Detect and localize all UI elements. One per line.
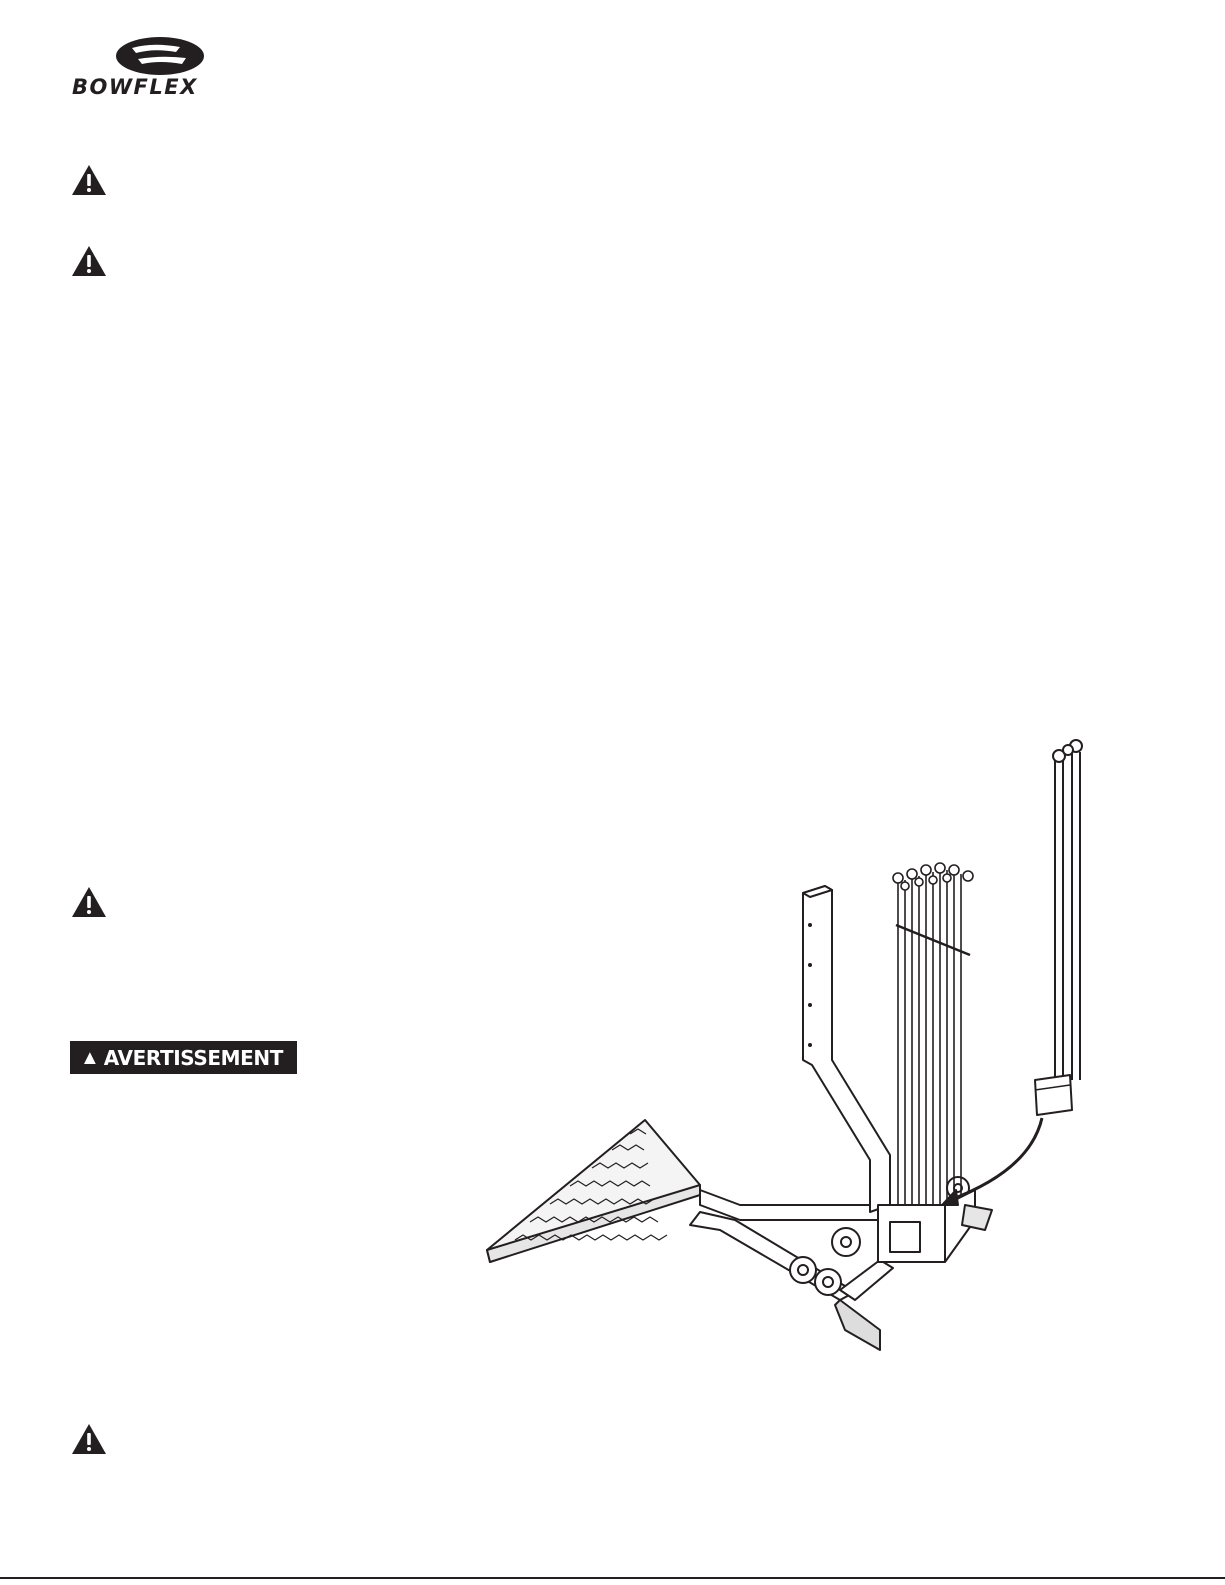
assembly-illustration <box>480 725 1120 1355</box>
avertissement-badge <box>70 1041 297 1074</box>
upright-post <box>803 886 890 1212</box>
rod-pair <box>1035 740 1082 1115</box>
base-plate <box>487 1120 700 1262</box>
bottom-rule <box>0 1577 1225 1579</box>
rod-base <box>878 1190 992 1262</box>
brand-wordmark: BOWFLEX <box>72 75 198 99</box>
warning-triangle-icon <box>71 886 107 918</box>
warning-triangle-icon <box>71 245 107 277</box>
warning-triangle-icon: ▲ <box>80 1046 100 1069</box>
arrow-icon <box>942 1118 1042 1205</box>
warning-triangle-icon <box>71 164 107 196</box>
bowflex-logo <box>72 36 248 98</box>
avertissement-label: AVERTISSEMENT <box>103 1045 283 1070</box>
power-rods <box>893 863 973 1205</box>
warning-triangle-icon <box>71 1423 107 1455</box>
